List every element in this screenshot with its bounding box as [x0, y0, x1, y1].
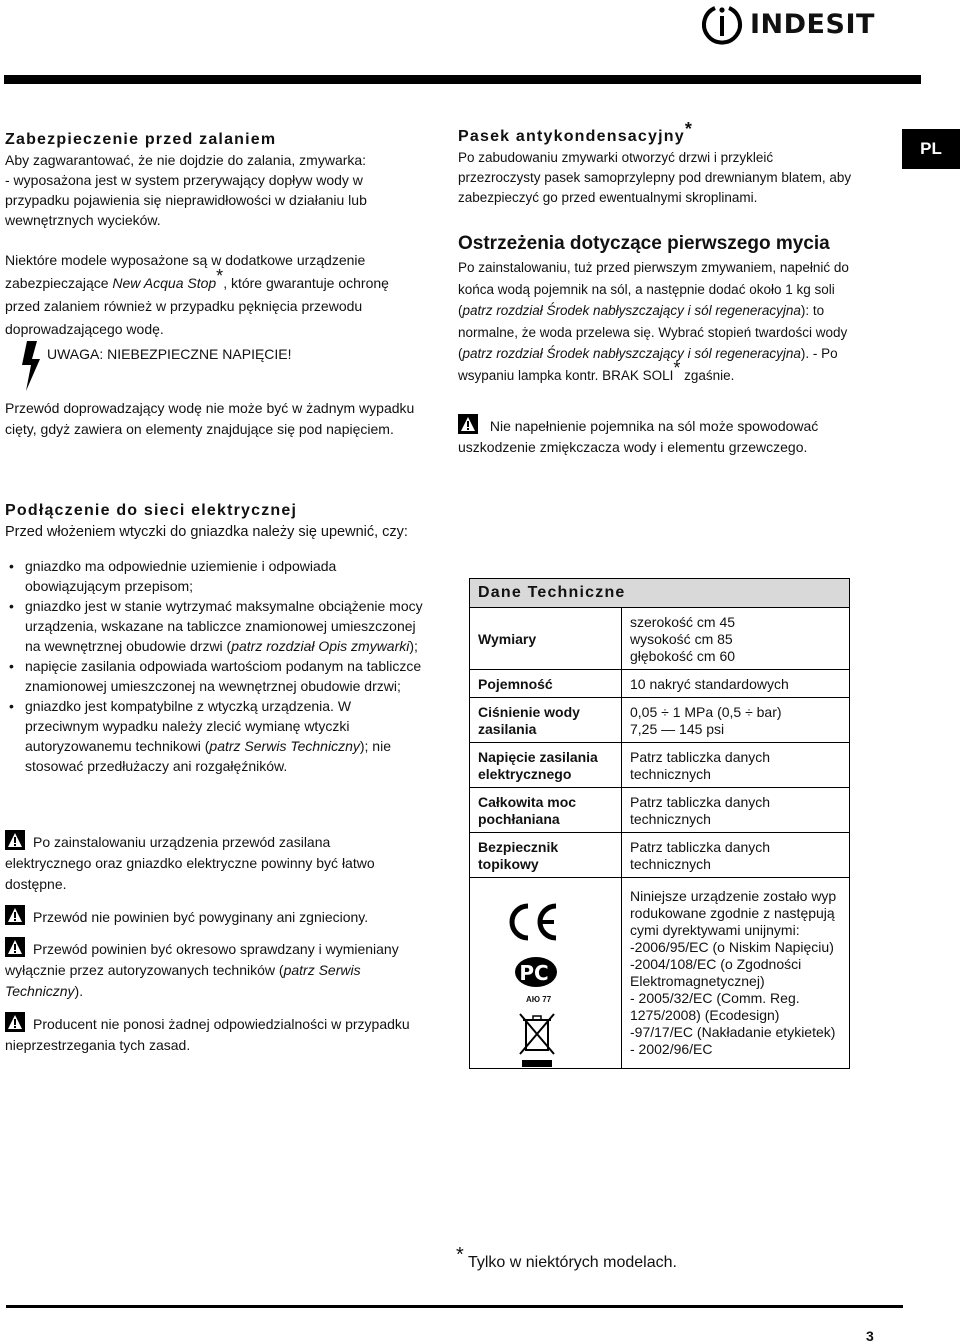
warning-1: Po zainstalowaniu urządzenia przewód zasilana elektrycznego oraz gniazdko elektryczne powinny być łatwo dostępne. [5, 830, 415, 895]
row-value: Patrz tabliczka danych technicznych [630, 794, 771, 827]
flood-title: Zabezpieczenie przed zalaniem [5, 131, 277, 148]
list-item: • gniazdko jest w stanie wytrzymać maksymalne obciążenie mocy urządzenia, wskazane na tabliczce znamionowej umieszczonej na wewnętrznej obudowie drzwi (patrz rozdział Opis zmywarki); [5, 596, 425, 656]
warning-2: Przewód nie powinien być powyginany ani zgnieciony. [5, 905, 415, 927]
row-label: Ciśnienie wody zasilania [470, 698, 622, 742]
row-label: Pojemność [470, 670, 622, 697]
table-row [470, 698, 849, 743]
first-wash-title: Ostrzeżenia dotyczące pierwszego mycia [458, 233, 830, 254]
certification-marks [470, 878, 622, 1068]
list-item: • gniazdko jest kompatybilne z wtyczką urządzenia. W przeciwnym wypadku należy zlecić wymianę wtyczki autoryzowanemu technikowi (patrz Serwis Techniczny); nie stosować przedłużaczy ani rozgałęźników. [5, 696, 425, 776]
table-row [470, 608, 849, 670]
table-row [470, 788, 849, 833]
tech-data-body [469, 608, 850, 1069]
electric-intro: Przed włożeniem wtyczki do gniazdka należy się upewnić, czy: [5, 524, 408, 540]
brand-name: INDESIT [750, 8, 875, 40]
first-wash-text: Po zainstalowaniu, tuż przed pierwszym zmywaniem, napełnić do końca wodą pojemnik na sól, a następnie dodać około 1 kg soli (patrz rozdział Środek nabłyszczający i sól regeneracyjna): to normalne, że woda przelewa się. Wybrać stopień twardości wody (patrz rozdział Środek nabłyszczający i sól regeneracyjna). - Po wsypaniu lampka kontr. BRAK SOLI* zgaśnie. [458, 260, 849, 383]
voltage-warning [20, 341, 400, 391]
voltage-warning-text: UWAGA: NIEBEZPIECZNE NAPIĘCIE! [47, 346, 292, 362]
salt-warning [458, 414, 848, 458]
row-value: 10 nakryć standardowych [630, 676, 789, 692]
electric-title: Podłączenie do sieci elektrycznej [5, 502, 298, 519]
row-label: Napięcie zasilania elektrycznego [470, 743, 622, 787]
row-value: Patrz tabliczka danych technicznych [630, 839, 771, 872]
strip-text: Po zabudowaniu zmywarki otworzyć drzwi i przykleić przezroczysty pasek samoprzylepny pod drewnianym blatem, aby zabezpieczyć go przed ewentualnymi skroplinami. [458, 150, 852, 205]
row-value: Patrz tabliczka danych technicznych [630, 749, 771, 782]
language-badge: PL [902, 129, 960, 169]
header-rule [4, 75, 921, 84]
strip-title: Pasek antykondensacyjny* [458, 118, 694, 145]
electric-warnings [5, 830, 415, 1056]
electric-checklist [5, 556, 425, 776]
tech-data-title: Dane Techniczne [469, 578, 850, 608]
row-value: 0,05 ÷ 1 MPa (0,5 ÷ bar) 7,25 — 145 psi [630, 704, 782, 737]
salt-warning-text: Nie napełnienie pojemnika na sól może spowodować uszkodzenie zmiękczacza wody i elementu grzewczego. [458, 418, 819, 455]
warning-icon [5, 830, 25, 850]
footer-rule [6, 1305, 903, 1308]
table-row [470, 743, 849, 788]
strip-section [458, 118, 858, 208]
weee-bin-icon [518, 1012, 558, 1070]
flood-p4-block [5, 398, 425, 440]
indesit-logo [700, 2, 900, 46]
warning-icon [458, 414, 478, 434]
indesit-logo-icon [700, 2, 744, 46]
row-label: Całkowita moc pochłaniana [470, 788, 622, 832]
tech-data-table [469, 578, 850, 1069]
compliance-text: Niniejsze urządzenie zostało wyp rodukowane zgodnie z następują cymi dyrektywami unijnymi: -2006/95/EC (o Niskim Napięciu) -2004/108/EC (o Zgodności Elektromagnetycznej) - 2005/32/EC (Comm. Reg. 1275/2008) (Ecodesign) -97/17/EC (Nakładanie etykietek) - 2002/96/EC [630, 888, 837, 1057]
warning-3: Przewód powinien być okresowo sprawdzany i wymieniany wyłącznie przez autoryzowanych techników (patrz Serwis Techniczny). [5, 937, 415, 1002]
row-label: Wymiary [470, 608, 622, 669]
flood-p1: Aby zagwarantować, że nie dojdzie do zalania, zmywarka: [5, 152, 367, 168]
warning-icon [5, 1012, 25, 1032]
page-number: 3 [866, 1328, 874, 1344]
gost-code: АЮ 77 [526, 995, 552, 1004]
electric-section [5, 502, 445, 776]
row-label: Bezpiecznik topikowy [470, 833, 622, 877]
table-row [470, 670, 849, 698]
ce-mark-icon [506, 902, 562, 942]
table-row [470, 878, 849, 1069]
gost-mark-icon [514, 956, 562, 990]
table-row [470, 833, 849, 878]
warning-4: Producent nie ponosi żadnej odpowiedzialności w przypadku nieprzestrzegania tych zasad. [5, 1012, 415, 1056]
lightning-icon [20, 341, 42, 391]
footnote: * Tylko w niektórych modelach. [456, 1243, 677, 1271]
warning-icon [5, 905, 25, 925]
list-item: • napięcie zasilania odpowiada wartościom podanym na tabliczce znamionowej umieszczonej na wewnętrznej obudowie drzwi; [5, 656, 425, 696]
flood-p4: Przewód doprowadzający wodę nie może być w żadnym wypadku cięty, gdyż zawiera on elementy znajdujące się pod napięciem. [5, 400, 415, 437]
list-item: • gniazdko ma odpowiednie uziemienie i odpowiada obowiązującym przepisom; [5, 556, 425, 596]
svg-text:PC: PC [519, 961, 549, 985]
warning-icon [5, 937, 25, 957]
row-value: szerokość cm 45 wysokość cm 85 głębokość cm 60 [630, 614, 736, 664]
first-wash-section [458, 233, 858, 386]
flood-section [5, 131, 425, 341]
flood-p2: - wyposażona jest w system przerywający dopływ wody w przypadku pojawienia się nieprawidłowości w działaniu lub wewnętrznych wycieków. [5, 172, 367, 228]
flood-p3: Niektóre modele wyposażone są w dodatkowe urządzenie zabezpieczające New Acqua Stop*, które gwarantuje ochronę przed zalaniem również w przypadku pęknięcia przewodu doprowadzającego wodę. [5, 252, 389, 337]
